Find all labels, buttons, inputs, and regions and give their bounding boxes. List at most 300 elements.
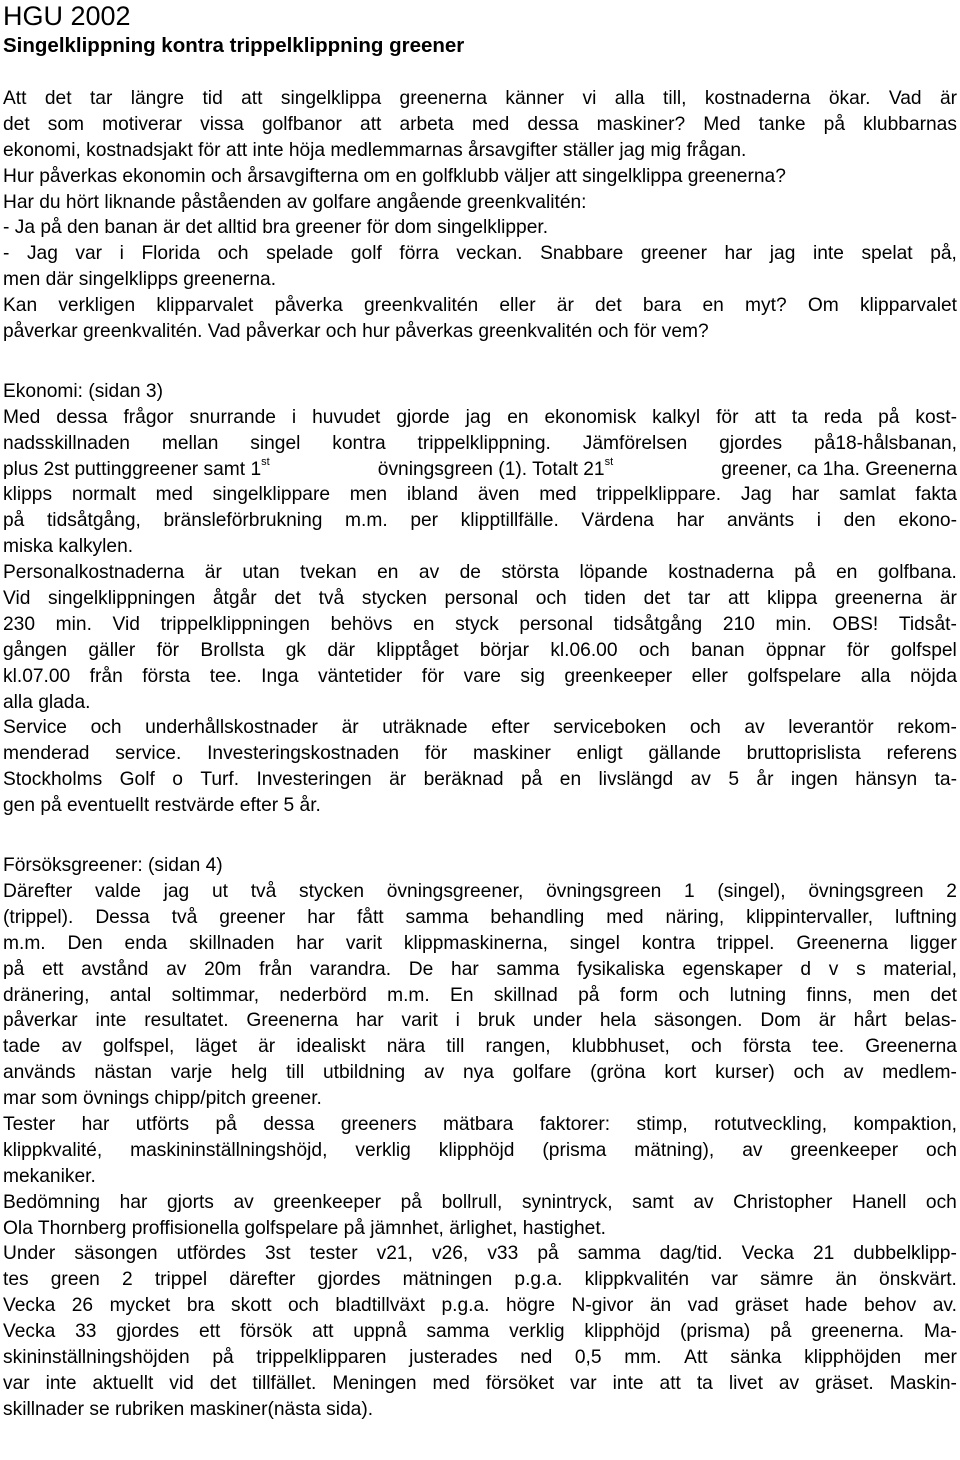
text-word: Tester bbox=[3, 1113, 56, 1135]
text-word: 20m bbox=[204, 958, 242, 980]
text-word: finns, bbox=[806, 984, 853, 1006]
text-word: på, bbox=[930, 243, 957, 265]
text-word: Florida bbox=[141, 243, 201, 265]
text-word: klippmaskinerna, bbox=[403, 932, 548, 954]
text-line bbox=[3, 1267, 957, 1293]
text-word: huvudet bbox=[312, 406, 381, 428]
text-word: en bbox=[507, 406, 529, 428]
text-word: valde bbox=[95, 880, 141, 902]
text-word: övningsgreen bbox=[546, 880, 662, 902]
text-line bbox=[3, 457, 957, 483]
text-word: v bbox=[828, 958, 839, 980]
text-word: och bbox=[793, 1062, 825, 1084]
text-line: - Ja på den banan är det alltid bra greener för dom singelklipper. bbox=[3, 217, 549, 239]
text-word: av bbox=[423, 1062, 445, 1084]
text-word: övningsgreen bbox=[808, 880, 924, 902]
text-word: av bbox=[778, 1372, 800, 1394]
text-word: de bbox=[459, 562, 481, 584]
text-word: övningsgreen (1). Totalt 21st bbox=[372, 456, 614, 480]
text-word: och bbox=[288, 1295, 319, 1317]
text-word: Jag bbox=[26, 243, 58, 265]
text-word: har bbox=[676, 510, 705, 532]
text-word: det bbox=[643, 588, 671, 610]
text-line bbox=[3, 1112, 957, 1138]
text-line bbox=[3, 86, 957, 112]
text-word: dessa bbox=[527, 113, 579, 135]
text-word: OBS! bbox=[832, 613, 879, 635]
text-word: styck bbox=[455, 613, 499, 635]
text-word: har bbox=[355, 1010, 384, 1032]
text-word: och bbox=[678, 984, 710, 1006]
text-word: nära bbox=[386, 1036, 426, 1058]
text-word: trippel. bbox=[716, 932, 775, 954]
text-line bbox=[3, 767, 957, 793]
text-word: singel bbox=[250, 432, 301, 454]
text-word: samlat bbox=[839, 484, 896, 506]
text-word: myt? bbox=[745, 295, 787, 317]
text-word: vid bbox=[169, 1372, 194, 1394]
text-word: Christopher bbox=[733, 1191, 833, 1213]
document-title: HGU 2002 bbox=[3, 1, 131, 31]
text-line: Ola Thornberg proffisionella golfspelare på jämnhet, ärlighet, hastighet. bbox=[3, 1217, 607, 1239]
text-word: med bbox=[155, 484, 193, 506]
text-word: rekom- bbox=[897, 717, 957, 739]
text-word: samt bbox=[632, 1191, 674, 1213]
text-word: Jämförelsen bbox=[582, 432, 688, 454]
text-word: till bbox=[286, 1062, 305, 1084]
text-word: dubbelklipp- bbox=[853, 1243, 957, 1265]
text-word: bruttoprislista bbox=[746, 743, 861, 765]
text-word: övningsgreener, bbox=[386, 880, 524, 902]
text-word: att bbox=[360, 113, 382, 135]
text-word: utförts bbox=[135, 1113, 190, 1135]
text-word: klipps bbox=[3, 484, 53, 506]
text-word: singelklippare bbox=[212, 484, 330, 506]
text-word: säsongen bbox=[74, 1243, 158, 1265]
text-word: Under bbox=[3, 1243, 56, 1265]
text-word: Om bbox=[807, 295, 839, 317]
text-word: snurrande bbox=[189, 406, 276, 428]
text-word: samma bbox=[577, 1243, 641, 1265]
text-word: även bbox=[477, 484, 520, 506]
text-word: och bbox=[690, 1036, 722, 1058]
text-word: s bbox=[856, 958, 866, 980]
text-word: år bbox=[756, 769, 774, 791]
text-word: veckan. bbox=[456, 243, 523, 265]
text-word: till bbox=[446, 1036, 465, 1058]
text-word: under bbox=[532, 1010, 582, 1032]
text-word: mer bbox=[923, 1346, 957, 1368]
text-word: singelklippa bbox=[280, 88, 382, 109]
ekonomi-section bbox=[3, 379, 957, 819]
text-word: Stockholms bbox=[3, 769, 103, 791]
text-word: referens bbox=[886, 743, 957, 765]
text-word: högre bbox=[505, 1295, 556, 1317]
text-word: till, bbox=[662, 88, 687, 109]
text-word: av bbox=[693, 1191, 714, 1213]
text-word: enligt bbox=[576, 743, 623, 765]
text-word: har bbox=[791, 484, 820, 506]
text-word: Vid bbox=[3, 588, 31, 610]
text-word: gjorts bbox=[166, 1191, 214, 1213]
text-word: sämre bbox=[760, 1269, 814, 1291]
text-word: reda bbox=[823, 406, 863, 428]
text-word: ingen bbox=[790, 769, 838, 791]
text-word: av bbox=[742, 1139, 763, 1161]
text-word: på bbox=[537, 1243, 559, 1265]
text-line bbox=[3, 1060, 957, 1086]
text-word: önskvärt. bbox=[879, 1269, 957, 1291]
text-word: 210 bbox=[722, 613, 755, 635]
text-word: men bbox=[872, 984, 911, 1006]
text-word: löpande bbox=[579, 562, 648, 584]
text-word: ta bbox=[696, 1372, 713, 1394]
text-word: Inga bbox=[261, 665, 299, 687]
text-word: Kan bbox=[3, 295, 38, 317]
text-word: plus 2st puttinggreener samt 1st bbox=[3, 456, 270, 480]
text-word: av bbox=[843, 1062, 864, 1084]
text-line: skillnader se rubriken maskiner(nästa sida). bbox=[3, 1398, 374, 1420]
text-word: nästan bbox=[94, 1062, 152, 1084]
text-word: från bbox=[89, 665, 123, 687]
text-word: luftning bbox=[894, 906, 957, 928]
text-word: stycken bbox=[361, 588, 427, 610]
text-word: greenkeeper bbox=[564, 665, 673, 687]
text-word: är bbox=[939, 588, 957, 610]
text-word: åtgår bbox=[212, 588, 257, 610]
text-word: kompaktion, bbox=[853, 1113, 957, 1135]
text-word: Maskin- bbox=[889, 1372, 957, 1394]
text-word: p.g.a. bbox=[514, 1269, 563, 1291]
text-word: spelat bbox=[861, 243, 913, 265]
text-word: v26, bbox=[432, 1243, 469, 1265]
text-word: en bbox=[702, 295, 724, 317]
text-word: singelklippningen bbox=[48, 588, 196, 610]
text-word: kurser) bbox=[715, 1062, 775, 1084]
text-word: har bbox=[307, 906, 335, 928]
text-word: verklig bbox=[509, 1321, 565, 1343]
text-word: dränering, bbox=[3, 984, 90, 1006]
text-word: för bbox=[846, 639, 870, 661]
text-word: De bbox=[408, 958, 434, 980]
text-word: Greenerna bbox=[246, 1010, 339, 1032]
text-word: förra bbox=[399, 243, 439, 265]
text-word: Den bbox=[67, 932, 103, 954]
text-word: klippkvalité, bbox=[3, 1139, 103, 1161]
text-word: medlem- bbox=[882, 1062, 957, 1084]
text-word: att bbox=[659, 1372, 681, 1394]
text-word: Dessa bbox=[95, 906, 150, 928]
text-word: Brollsta bbox=[200, 639, 265, 661]
text-word: form bbox=[619, 984, 659, 1006]
text-word: (gröna bbox=[590, 1062, 646, 1084]
text-line bbox=[3, 1293, 957, 1319]
text-word: kostnaderna bbox=[668, 562, 774, 584]
text-word: ekonomisk bbox=[544, 406, 637, 428]
text-word: gällande bbox=[648, 743, 721, 765]
text-word: Tidsåt- bbox=[898, 613, 957, 635]
text-word: från bbox=[259, 958, 293, 980]
text-word: varje bbox=[170, 1062, 213, 1084]
text-line: alla glada. bbox=[3, 691, 91, 713]
text-word: det bbox=[3, 113, 30, 135]
text-word: tid bbox=[202, 88, 223, 109]
text-word: greener bbox=[219, 906, 286, 928]
text-word: ett bbox=[42, 958, 64, 980]
text-word: skillnaden bbox=[189, 932, 275, 954]
text-line bbox=[3, 1138, 957, 1164]
text-line bbox=[3, 112, 957, 138]
text-word: klipphöjd bbox=[584, 1321, 661, 1343]
text-word: som bbox=[47, 113, 85, 135]
text-line: men där singelklipps greenerna. bbox=[3, 269, 277, 291]
text-word: tidsåtgång bbox=[613, 613, 703, 635]
text-word: singel bbox=[569, 932, 620, 954]
text-word: greenkeeper bbox=[790, 1139, 899, 1161]
text-word: min. bbox=[775, 613, 812, 635]
text-line bbox=[3, 715, 957, 741]
text-word: stycken bbox=[299, 880, 365, 902]
text-word: gången bbox=[3, 639, 68, 661]
text-word: frågor bbox=[123, 406, 174, 428]
text-word: verkligen bbox=[58, 295, 136, 317]
text-word: med bbox=[606, 906, 644, 928]
text-line bbox=[3, 879, 957, 905]
text-word: trippelklippningen bbox=[160, 613, 310, 635]
text-word: mätningen bbox=[402, 1269, 493, 1291]
text-word: uträknade bbox=[382, 717, 468, 739]
text-word: soltimmar, bbox=[171, 984, 260, 1006]
text-word: av bbox=[233, 1191, 254, 1213]
text-word: är bbox=[258, 1036, 276, 1058]
text-word: ta bbox=[791, 406, 808, 428]
text-word: arbeta bbox=[399, 113, 454, 135]
text-word: livet bbox=[728, 1372, 763, 1394]
text-line bbox=[3, 1345, 957, 1371]
text-word: menderad bbox=[3, 743, 90, 765]
text-word: m.m. bbox=[3, 932, 46, 954]
text-word: en bbox=[836, 562, 858, 584]
text-word: det bbox=[274, 588, 301, 610]
text-word: personal bbox=[519, 613, 594, 635]
text-line bbox=[3, 983, 957, 1009]
text-word: mätbara bbox=[442, 1113, 514, 1135]
text-word: kost- bbox=[915, 406, 957, 428]
text-word: utan bbox=[242, 562, 280, 584]
text-word: var bbox=[711, 1269, 738, 1291]
text-word: därefter bbox=[229, 1269, 296, 1291]
text-word: med bbox=[432, 1372, 470, 1394]
text-word: gjorde bbox=[396, 406, 450, 428]
text-line bbox=[3, 586, 957, 612]
text-word: öppnar bbox=[765, 639, 826, 661]
text-line: mekaniker. bbox=[3, 1165, 96, 1187]
text-word: börjar bbox=[479, 639, 529, 661]
text-word: klipptillfälle. bbox=[460, 510, 559, 532]
text-word: fysikaliska bbox=[577, 958, 665, 980]
text-word: min. bbox=[55, 613, 92, 635]
text-word: är bbox=[204, 562, 222, 584]
text-word: klipphöjden bbox=[804, 1346, 902, 1368]
text-word: klippintervaller, bbox=[746, 906, 874, 928]
text-word: är bbox=[556, 295, 574, 317]
text-word: Att bbox=[3, 88, 27, 109]
text-word: Golf bbox=[119, 769, 155, 791]
text-word: det bbox=[595, 295, 622, 317]
text-word: nya bbox=[462, 1062, 494, 1084]
text-word: att bbox=[728, 588, 750, 610]
text-line: Hur påverkas ekonomin och årsavgifterna om en golfklubb väljer att singelklippa greenerna? bbox=[3, 165, 786, 187]
text-word: maskininställningshöjd, bbox=[130, 1139, 328, 1161]
text-word: gäller bbox=[88, 639, 136, 661]
text-word: gjordes bbox=[719, 432, 783, 454]
text-word: 230 bbox=[3, 613, 36, 635]
text-word: - bbox=[3, 243, 10, 265]
text-word: v21, bbox=[376, 1243, 413, 1265]
text-word: och bbox=[217, 243, 249, 265]
text-word: hårt bbox=[853, 1010, 887, 1032]
text-word: på bbox=[578, 984, 600, 1006]
text-word: greenkeeper bbox=[273, 1191, 382, 1213]
text-word: tee. bbox=[209, 665, 242, 687]
text-word: fakta bbox=[915, 484, 957, 506]
text-line bbox=[3, 508, 957, 534]
intro-paragraph bbox=[3, 86, 957, 345]
text-word: bollrull, bbox=[441, 1191, 503, 1213]
text-word: o bbox=[172, 769, 183, 791]
text-line: ekonomi, kostnadsjakt för att inte höja medlemmarnas årsavgifter ställer jag mig frågan. bbox=[3, 139, 747, 161]
text-word: för bbox=[156, 639, 180, 661]
text-word: beräknad bbox=[423, 769, 504, 791]
text-word: bra bbox=[186, 1295, 215, 1317]
text-word: spelade bbox=[266, 243, 334, 265]
text-line bbox=[3, 931, 957, 957]
text-word: ekono- bbox=[898, 510, 957, 532]
text-word: använts bbox=[726, 510, 795, 532]
text-word: en bbox=[559, 769, 582, 791]
text-word: vi bbox=[582, 88, 597, 109]
text-word: bara bbox=[642, 295, 682, 317]
text-word: men bbox=[349, 484, 388, 506]
text-word: jag bbox=[769, 243, 796, 265]
text-word: inte bbox=[95, 1010, 127, 1032]
text-word: inte bbox=[812, 243, 844, 265]
text-word: Därefter bbox=[3, 880, 73, 902]
text-word: trippelklippare. bbox=[596, 484, 722, 506]
text-word: samma bbox=[405, 906, 469, 928]
text-word: eller bbox=[691, 665, 728, 687]
text-word: två bbox=[171, 906, 198, 928]
text-word: av bbox=[418, 562, 440, 584]
text-word: säsongen. bbox=[653, 1010, 743, 1032]
text-word: 1 bbox=[684, 880, 695, 902]
text-word: tiden bbox=[584, 588, 626, 610]
text-word: serviceboken bbox=[553, 717, 667, 739]
text-word: mätning), bbox=[634, 1139, 715, 1161]
text-word: med bbox=[471, 113, 510, 135]
text-word: greener bbox=[640, 243, 707, 265]
document-page bbox=[3, 0, 957, 1423]
text-word: resultatet. bbox=[144, 1010, 229, 1032]
text-word: behov bbox=[864, 1295, 917, 1317]
text-word: Investeringen bbox=[256, 769, 372, 791]
text-word: lutning bbox=[729, 984, 787, 1006]
text-word: Med bbox=[703, 113, 741, 135]
document-subtitle: Singelklippning kontra trippelklippning greener bbox=[3, 34, 465, 57]
text-word: är bbox=[818, 1010, 836, 1032]
text-word: m.m. bbox=[387, 984, 430, 1006]
text-word: kostnaderna bbox=[704, 88, 811, 109]
text-word: 33 bbox=[75, 1321, 97, 1343]
text-word: sänka bbox=[730, 1346, 782, 1368]
text-word: näring, bbox=[665, 906, 725, 928]
text-word: antal bbox=[109, 984, 152, 1006]
text-word: normalt bbox=[71, 484, 136, 506]
text-word: den bbox=[843, 510, 876, 532]
text-word: och bbox=[925, 1191, 957, 1213]
text-word: ökar. bbox=[828, 88, 871, 109]
text-word: alla bbox=[860, 665, 891, 687]
text-word: Jag bbox=[740, 484, 772, 506]
text-word: 5 bbox=[728, 769, 739, 791]
text-word: en bbox=[377, 562, 399, 584]
text-word: dessa bbox=[263, 1113, 315, 1135]
text-word: vad bbox=[687, 1295, 719, 1317]
text-word: green bbox=[50, 1269, 100, 1291]
text-word: där bbox=[327, 639, 356, 661]
text-word: tar bbox=[687, 588, 711, 610]
text-word: gjordes bbox=[317, 1269, 381, 1291]
text-word: mellan bbox=[161, 432, 219, 454]
text-word: Att bbox=[684, 1346, 708, 1368]
text-word: alla bbox=[614, 88, 645, 109]
text-word: Ma- bbox=[923, 1321, 957, 1343]
text-word: gräset. bbox=[815, 1372, 874, 1394]
text-line bbox=[3, 405, 957, 431]
text-word: skillnad bbox=[493, 984, 558, 1006]
text-word: kalkyl bbox=[652, 406, 701, 428]
text-word: påverka bbox=[274, 295, 343, 317]
text-word: (trippel). bbox=[3, 906, 74, 928]
text-word: varandra. bbox=[309, 958, 392, 980]
text-word: varit bbox=[345, 932, 383, 954]
text-word: ned bbox=[520, 1346, 553, 1368]
text-word: klipptåget bbox=[376, 639, 459, 661]
text-word: utbildning bbox=[322, 1062, 406, 1084]
text-word: Dom bbox=[760, 1010, 801, 1032]
text-word: En bbox=[450, 984, 474, 1006]
text-word: läget bbox=[195, 1036, 238, 1058]
text-word: Vecka bbox=[741, 1243, 794, 1265]
text-word: 3st bbox=[264, 1243, 291, 1265]
text-word: Service bbox=[3, 717, 67, 739]
text-word: med bbox=[539, 484, 577, 506]
text-word: tar bbox=[89, 88, 113, 109]
text-word: inte bbox=[612, 1372, 644, 1394]
text-word: greener, ca 1ha. Greenerna bbox=[715, 458, 957, 480]
ekonomi-heading: Ekonomi: (sidan 3) bbox=[3, 380, 163, 402]
text-word: jag bbox=[163, 880, 190, 902]
text-word: har bbox=[81, 1113, 110, 1135]
text-line bbox=[3, 431, 957, 457]
text-word: än bbox=[649, 1295, 672, 1317]
text-word: klipparvalet bbox=[156, 295, 254, 317]
text-word: tester bbox=[309, 1243, 358, 1265]
text-line bbox=[3, 241, 957, 267]
text-word: 21 bbox=[812, 1243, 835, 1265]
text-word: att bbox=[241, 88, 263, 109]
text-word: kort bbox=[664, 1062, 697, 1084]
